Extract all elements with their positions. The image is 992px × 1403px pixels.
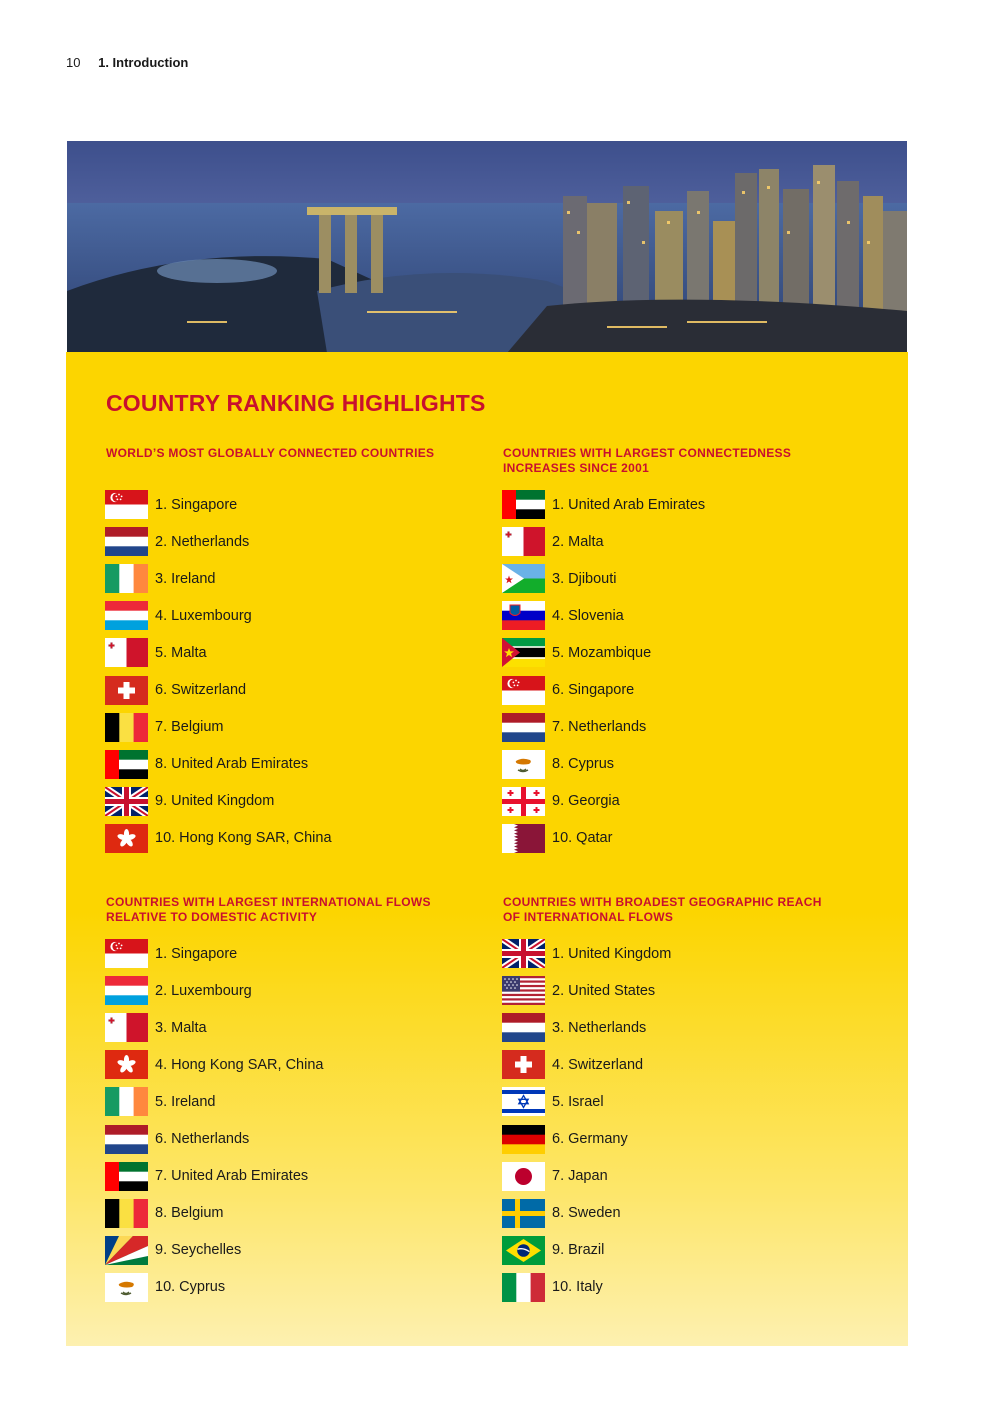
list-item xyxy=(502,486,705,523)
country-label: 5. Ireland xyxy=(155,1093,216,1110)
country-label: 10. Italy xyxy=(552,1279,603,1296)
page-number: 10 xyxy=(66,55,81,70)
flag-malta-icon xyxy=(105,1013,148,1042)
flag-germany-icon xyxy=(502,1125,545,1154)
country-label: 9. Georgia xyxy=(552,793,620,810)
country-label: 10. Qatar xyxy=(552,830,613,847)
list-item xyxy=(105,1009,323,1046)
list-item xyxy=(105,1046,323,1083)
flag-luxembourg-icon xyxy=(105,601,148,630)
flag-switzerland-icon xyxy=(105,676,148,705)
ranking-list xyxy=(502,486,705,857)
list-item xyxy=(502,671,705,708)
flag-belgium-icon xyxy=(105,1199,148,1228)
flag-italy-icon xyxy=(502,1273,545,1302)
list-item xyxy=(502,783,705,820)
list-item xyxy=(502,1158,671,1195)
flag-uae-icon xyxy=(502,490,545,519)
section-largest-international-flows xyxy=(106,895,436,1296)
country-label: 9. Brazil xyxy=(552,1242,605,1259)
section-largest-increases xyxy=(503,446,833,847)
flag-malta-icon xyxy=(502,527,545,556)
list-item xyxy=(502,1009,671,1046)
list-item xyxy=(502,1120,671,1157)
flag-uk-icon xyxy=(502,939,545,968)
list-item xyxy=(105,746,332,783)
list-item xyxy=(502,634,705,671)
list-item xyxy=(105,1232,323,1269)
list-item xyxy=(105,671,332,708)
section-title: 1. Introduction xyxy=(98,55,189,70)
hero-photo-singapore-skyline xyxy=(67,141,907,353)
list-item xyxy=(502,597,705,634)
list-item xyxy=(105,486,332,523)
country-label: 6. Germany xyxy=(552,1131,628,1148)
page-header xyxy=(66,55,188,71)
country-label: 2. Luxembourg xyxy=(155,982,252,999)
country-label: 5. Mozambique xyxy=(552,644,652,661)
country-label: 8. Sweden xyxy=(552,1205,621,1222)
country-label: 7. United Arab Emirates xyxy=(155,1168,309,1185)
country-label: 2. United States xyxy=(552,982,656,999)
ranking-panel xyxy=(66,352,908,1346)
country-label: 8. United Arab Emirates xyxy=(155,756,309,773)
country-label: 5. Malta xyxy=(155,644,207,661)
list-item xyxy=(105,709,332,746)
country-label: 3. Netherlands xyxy=(552,1019,647,1036)
list-item xyxy=(502,1083,671,1120)
flag-qatar-icon xyxy=(502,824,545,853)
flag-singapore-icon xyxy=(105,939,148,968)
list-item xyxy=(502,746,705,783)
flag-ireland-icon xyxy=(105,564,148,593)
flag-mozambique-icon xyxy=(502,638,545,667)
country-label: 5. Israel xyxy=(552,1093,604,1110)
country-label: 6. Netherlands xyxy=(155,1131,250,1148)
flag-netherlands-icon xyxy=(502,1013,545,1042)
flag-belgium-icon xyxy=(105,713,148,742)
section-title: COUNTRIES WITH LARGEST INTERNATIONAL FLOWS RELATIVE TO DOMESTIC ACTIVITY xyxy=(106,895,431,924)
country-label: 9. Seychelles xyxy=(155,1242,242,1259)
list-item xyxy=(105,1083,323,1120)
list-item xyxy=(502,935,671,972)
country-label: 7. Japan xyxy=(552,1168,608,1185)
flag-netherlands-icon xyxy=(105,1125,148,1154)
flag-slovenia-icon xyxy=(502,601,545,630)
flag-uae-icon xyxy=(105,1162,148,1191)
flag-ireland-icon xyxy=(105,1087,148,1116)
flag-japan-icon xyxy=(502,1162,545,1191)
panel-title: COUNTRY RANKING HIGHLIGHTS xyxy=(106,390,486,416)
list-item xyxy=(105,634,332,671)
country-label: 10. Hong Kong SAR, China xyxy=(155,830,332,847)
country-label: 1. United Kingdom xyxy=(552,945,672,962)
list-item xyxy=(105,1195,323,1232)
flag-cyprus-icon xyxy=(502,750,545,779)
list-item xyxy=(502,1046,671,1083)
list-item xyxy=(105,597,332,634)
flag-netherlands-icon xyxy=(502,713,545,742)
list-item xyxy=(105,1269,323,1306)
flag-djibouti-icon xyxy=(502,564,545,593)
country-label: 2. Netherlands xyxy=(155,533,250,550)
country-label: 7. Netherlands xyxy=(552,719,647,736)
country-label: 10. Cyprus xyxy=(155,1279,226,1296)
flag-uk-icon xyxy=(105,787,148,816)
list-item xyxy=(105,1120,323,1157)
country-label: 1. Singapore xyxy=(155,496,238,513)
flag-singapore-icon xyxy=(502,676,545,705)
list-item xyxy=(502,972,671,1009)
section-most-connected xyxy=(106,446,436,847)
country-label: 1. United Arab Emirates xyxy=(552,496,706,513)
country-label: 4. Switzerland xyxy=(552,1056,644,1073)
list-item xyxy=(502,1195,671,1232)
list-item xyxy=(105,972,323,1009)
flag-sweden-icon xyxy=(502,1199,545,1228)
flag-cyprus-icon xyxy=(105,1273,148,1302)
flag-netherlands-icon xyxy=(105,527,148,556)
country-label: 2. Malta xyxy=(552,533,604,550)
country-label: 3. Djibouti xyxy=(552,570,617,587)
ranking-list xyxy=(502,935,671,1306)
country-label: 4. Slovenia xyxy=(552,607,624,624)
country-label: 8. Belgium xyxy=(155,1205,224,1222)
country-label: 1. Singapore xyxy=(155,945,238,962)
flag-hongkong-icon xyxy=(105,824,148,853)
country-label: 4. Luxembourg xyxy=(155,607,252,624)
flag-luxembourg-icon xyxy=(105,976,148,1005)
flag-georgia-icon xyxy=(502,787,545,816)
list-item xyxy=(105,783,332,820)
list-item xyxy=(502,709,705,746)
flag-singapore-icon xyxy=(105,490,148,519)
list-item xyxy=(105,1158,323,1195)
ranking-list xyxy=(105,486,332,857)
list-item xyxy=(105,935,323,972)
flag-uae-icon xyxy=(105,750,148,779)
flag-malta-icon xyxy=(105,638,148,667)
country-label: 9. United Kingdom xyxy=(155,793,275,810)
country-label: 3. Ireland xyxy=(155,570,216,587)
flag-israel-icon xyxy=(502,1087,545,1116)
list-item xyxy=(502,1232,671,1269)
flag-brazil-icon xyxy=(502,1236,545,1265)
list-item xyxy=(105,820,332,857)
flag-usa-icon xyxy=(502,976,545,1005)
country-label: 3. Malta xyxy=(155,1019,207,1036)
country-label: 4. Hong Kong SAR, China xyxy=(155,1056,324,1073)
section-broadest-reach xyxy=(503,895,833,1296)
ranking-list xyxy=(105,935,323,1306)
country-label: 6. Switzerland xyxy=(155,682,247,699)
list-item xyxy=(105,523,332,560)
list-item xyxy=(502,1269,671,1306)
list-item xyxy=(502,523,705,560)
flag-seychelles-icon xyxy=(105,1236,148,1265)
section-title: WORLD’S MOST GLOBALLY CONNECTED COUNTRIES xyxy=(106,446,435,460)
section-title: COUNTRIES WITH BROADEST GEOGRAPHIC REACH OF INTERNATIONAL FLOWS xyxy=(503,895,822,924)
list-item xyxy=(105,560,332,597)
section-title: COUNTRIES WITH LARGEST CONNECTEDNESS INCREASES SINCE 2001 xyxy=(503,446,792,475)
flag-hongkong-icon xyxy=(105,1050,148,1079)
country-label: 7. Belgium xyxy=(155,719,224,736)
list-item xyxy=(502,560,705,597)
country-label: 6. Singapore xyxy=(552,682,635,699)
country-label: 8. Cyprus xyxy=(552,756,615,773)
list-item xyxy=(502,820,705,857)
flag-switzerland-icon xyxy=(502,1050,545,1079)
